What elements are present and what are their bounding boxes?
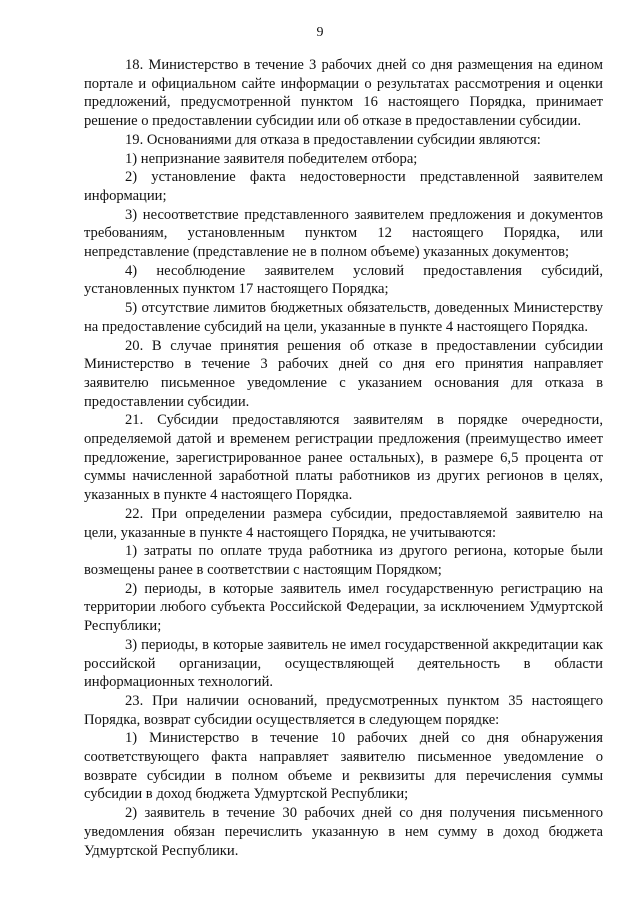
paragraph-22-item-2: 2) периоды, в которые заявитель имел государственную регистрацию на территории любого субъекта Российской Федерации, за исключением Удмуртской Республики;: [84, 580, 603, 635]
paragraph-19-item-2: 2) установление факта недостоверности представленной заявителем информации;: [84, 169, 603, 204]
paragraph-22: 22. При определении размера субсидии, предоставляемой заявителю на цели, указанные в пункте 4 настоящего Порядка, не учитываются:: [84, 505, 603, 541]
paragraph-20: 20. В случае принятия решения об отказе в предоставлении субсидии Министерство в течение 3 рабочих дней со дня его принятия направляет заявителю письменное уведомление с указанием основания для отказа в предоставлении субсидии.: [84, 337, 603, 410]
paragraph-23-item-1: 1) Министерство в течение 10 рабочих дней со дня обнаружения соответствующего факта направляет заявителю письменное уведомление о возврате субсидии в полном объеме и реквизиты для перечисления суммы субсидии в доход бюджета Удмуртской Республики;: [84, 730, 603, 803]
paragraph-19-item-4: 4) несоблюдение заявителем условий предоставления субсидий, установленных пунктом 17 настоящего Порядка;: [84, 262, 603, 298]
paragraph-19-item-1: 1) непризнание заявителя победителем отбора;: [125, 150, 418, 167]
paragraph-23: 23. При наличии оснований, предусмотренных пунктом 35 настоящего Порядка, возврат субсидии осуществляется в следующем порядке:: [84, 692, 603, 728]
paragraph-19-item-3: 3) несоответствие представленного заявителем предложения и документов требованиям, установленным пунктом 12 настоящего Порядка, или непредставление (представление не в полном объеме) указанных документов;: [84, 206, 603, 261]
paragraph-22-item-3: 3) периоды, в которые заявитель не имел государственной аккредитации как российской организации, осуществляющей деятельность в области информационных технологий.: [84, 636, 603, 691]
document-body: [84, 56, 603, 860]
paragraph-22-item-1: 1) затраты по оплате труда работника из другого региона, которые были возмещены ранее в соответствии с настоящим Порядком;: [84, 543, 603, 578]
paragraph-21: 21. Субсидии предоставляются заявителям в порядке очередности, определяемой датой и временем регистрации предложения (преимущество имеет предложение, зарегистрированное ранее остальных), в размере 6,5 процента от суммы начисленной заработной платы работников из других регионов в целях, указанных в пункте 4 настоящего Порядка.: [84, 412, 603, 504]
paragraph-18: 18. Министерство в течение 3 рабочих дней со дня размещения на едином портале и официальном сайте информации о результатах рассмотрения и оценки предложений, предусмотренной пунктом 16 настоящего Порядка, принимает решение о предоставлении субсидии или об отказе в предоставлении субсидии.: [84, 57, 603, 130]
paragraph-19-item-5: 5) отсутствие лимитов бюджетных обязательств, доведенных Министерству на предоставление субсидий на цели, указанные в пункте 4 настоящего Порядка.: [84, 300, 603, 335]
paragraph-19: 19. Основаниями для отказа в предоставлении субсидии являются:: [125, 131, 541, 148]
paragraph-23-item-2: 2) заявитель в течение 30 рабочих дней со дня получения письменного уведомления обязан перечислить указанную в нем сумму в доход бюджета Удмуртской Республики.: [84, 805, 603, 859]
page-number: 9: [316, 25, 324, 40]
